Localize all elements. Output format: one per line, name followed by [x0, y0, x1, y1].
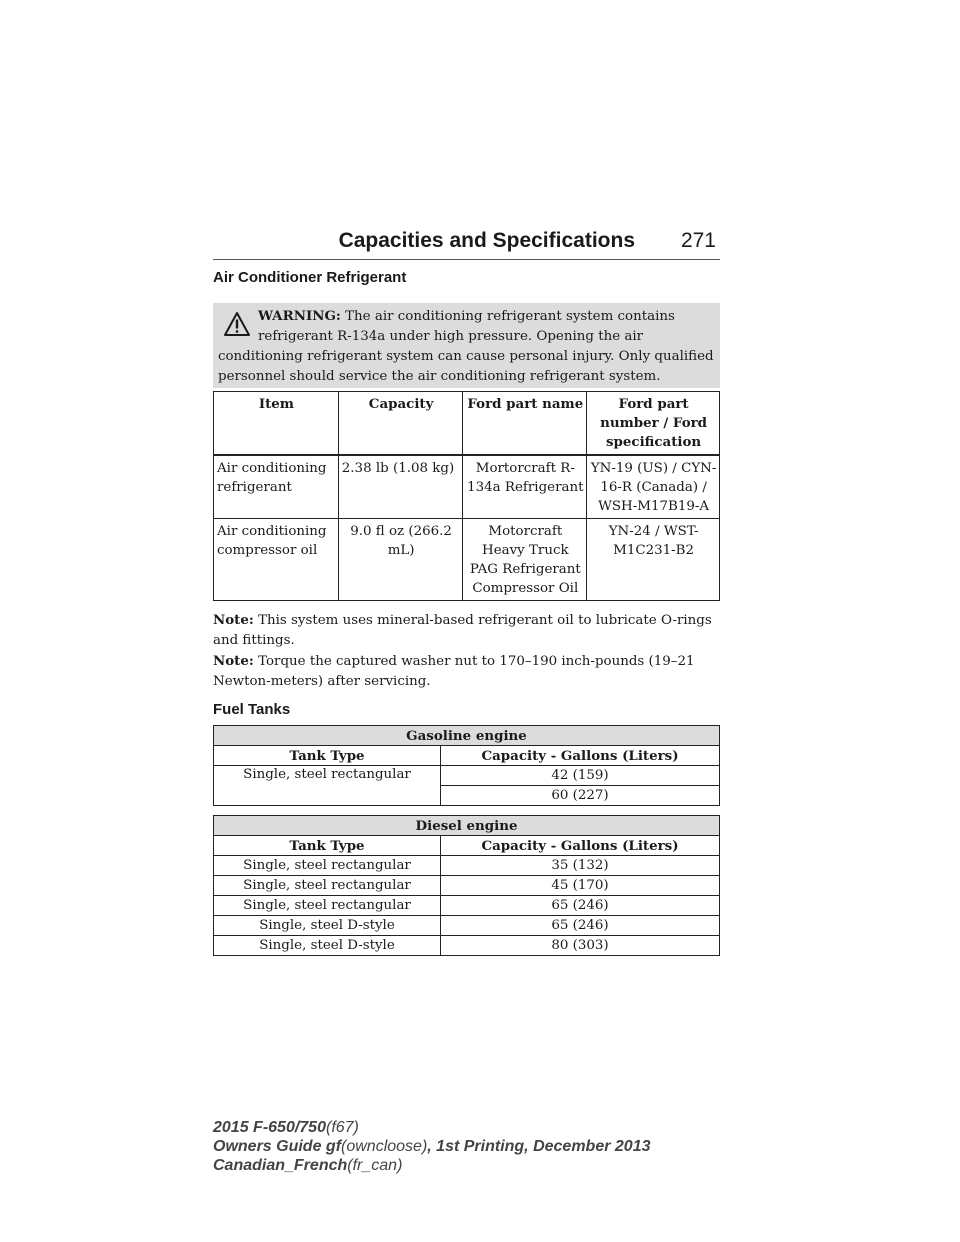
note-torque	[213, 651, 720, 692]
footer-language: Canadian_French	[213, 1157, 348, 1174]
table-row	[214, 766, 720, 786]
table-cell: YN-24 / WST-M1C231-B2	[587, 519, 720, 601]
footer-line-2	[213, 1137, 650, 1156]
col-header-tank-type: Tank Type	[214, 746, 441, 766]
table-cell: Single, steel D-style	[214, 936, 441, 956]
warning-box	[213, 303, 720, 388]
table-cell: 2.38 lb (1.08 kg)	[338, 455, 463, 519]
table-cell: 9.0 fl oz (266.2 mL)	[338, 519, 463, 601]
table-cell: 65 (246)	[441, 896, 720, 916]
table-row	[214, 916, 720, 936]
table-cell: Mortorcraft R-134a Refrigerant	[463, 455, 587, 519]
col-header-capacity: Capacity - Gallons (Liters)	[441, 836, 720, 856]
table-header-row	[214, 836, 720, 856]
table-cell: 80 (303)	[441, 936, 720, 956]
table-cell: Single, steel rectangular	[214, 856, 441, 876]
warning-line-3: conditioning refrigerant system can cause personal injury. Only qualified	[218, 349, 714, 364]
footer-line-1	[213, 1118, 650, 1137]
page-number: 271	[680, 229, 716, 252]
col-header-capacity: Capacity	[338, 392, 463, 456]
table-cell: 35 (132)	[441, 856, 720, 876]
footer-printing: , 1st Printing, December 2013	[427, 1138, 651, 1155]
table-row	[214, 519, 720, 601]
table-header-row	[214, 746, 720, 766]
table-cell: 42 (159)	[441, 766, 720, 786]
table-row	[214, 856, 720, 876]
footer-guide: Owners Guide gf	[213, 1138, 342, 1155]
col-header-capacity: Capacity - Gallons (Liters)	[441, 746, 720, 766]
table-cell: Air conditioning compressor oil	[214, 519, 339, 601]
table-caption-row	[214, 816, 720, 836]
warning-text-1: The air conditioning refrigerant system contains	[345, 309, 675, 324]
page-header	[213, 229, 720, 260]
footer-line-3	[213, 1156, 650, 1175]
ac-refrigerant-table	[213, 391, 720, 601]
col-header-item: Item	[214, 392, 339, 456]
warning-line-4: personnel should service the air conditioning refrigerant system.	[218, 369, 661, 384]
warning-label: WARNING:	[258, 308, 341, 324]
document-footer	[213, 1118, 650, 1175]
footer-language-code: (fr_can)	[347, 1157, 403, 1174]
footer-guide-code: (owncloose)	[341, 1138, 428, 1155]
gasoline-tank-table	[213, 725, 720, 806]
table-row	[214, 936, 720, 956]
table-row	[214, 896, 720, 916]
warning-line-1	[218, 306, 715, 327]
warning-triangle-icon	[223, 311, 251, 337]
fuel-section-title: Fuel Tanks	[213, 701, 291, 718]
table-cell: 60 (227)	[441, 786, 720, 806]
warning-line-2: refrigerant R-134a under high pressure. Opening the air	[258, 329, 644, 344]
diesel-caption: Diesel engine	[214, 816, 720, 836]
diesel-tank-table	[213, 815, 720, 956]
table-header-row	[214, 392, 720, 456]
note-mineral-oil	[213, 610, 720, 651]
table-cell: 45 (170)	[441, 876, 720, 896]
table-cell: Air conditioning refrigerant	[214, 455, 339, 519]
table-cell: Motorcraft Heavy Truck PAG Refrigerant Compressor Oil	[463, 519, 587, 601]
gasoline-caption: Gasoline engine	[214, 726, 720, 746]
col-header-part-number: Ford part number / Ford specification	[587, 392, 720, 456]
table-cell: Single, steel rectangular	[214, 896, 441, 916]
table-row	[214, 455, 720, 519]
note-text: This system uses mineral-based refrigerant oil to lubricate O-rings and fittings.	[213, 613, 712, 648]
table-cell: 65 (246)	[441, 916, 720, 936]
note-text: Torque the captured washer nut to 170–190 inch-pounds (19–21 Newton-meters) after servicing.	[213, 654, 695, 689]
col-header-part-name: Ford part name	[463, 392, 587, 456]
table-cell: Single, steel rectangular	[214, 766, 441, 806]
footer-model: 2015 F-650/750	[213, 1119, 326, 1136]
note-label: Note:	[213, 653, 254, 669]
table-cell: Single, steel D-style	[214, 916, 441, 936]
table-cell: YN-19 (US) / CYN-16-R (Canada) / WSH-M17B19-A	[587, 455, 720, 519]
table-row	[214, 876, 720, 896]
note-label: Note:	[213, 612, 254, 628]
ac-section-title: Air Conditioner Refrigerant	[213, 269, 407, 286]
footer-model-code: (f67)	[325, 1119, 359, 1136]
table-caption-row	[214, 726, 720, 746]
table-cell: Single, steel rectangular	[214, 876, 441, 896]
col-header-tank-type: Tank Type	[214, 836, 441, 856]
page-title: Capacities and Specifications	[338, 229, 635, 252]
